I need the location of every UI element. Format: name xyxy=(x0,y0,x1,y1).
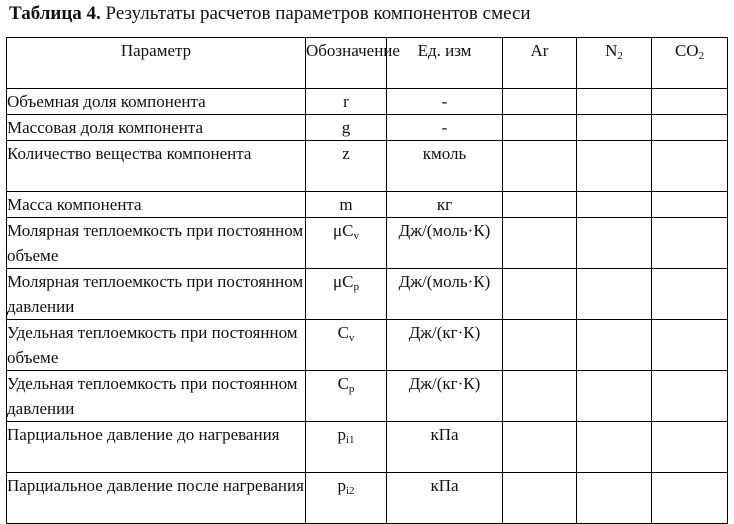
co2-cell xyxy=(652,218,728,269)
ar-cell xyxy=(503,192,577,218)
n2-cell xyxy=(577,141,652,192)
symbol-sub: p xyxy=(348,383,355,395)
caption-text: Результаты расчетов параметров компонентов смеси xyxy=(100,3,531,24)
table-row xyxy=(7,218,728,269)
param-cell: Удельная теплоемкость при постоянном давлении xyxy=(7,371,306,422)
unit-cell: Дж/(кг·К) xyxy=(387,320,503,371)
header-n2 xyxy=(577,38,652,89)
header-unit: Ед. изм xyxy=(387,38,503,89)
table-row xyxy=(7,115,728,141)
co2-cell xyxy=(652,371,728,422)
symbol-base: z xyxy=(342,144,350,163)
symbol-base: C xyxy=(337,323,349,342)
co2-cell xyxy=(652,320,728,371)
results-table xyxy=(6,37,728,524)
caption-label: Таблица 4. xyxy=(9,3,101,24)
co2-cell xyxy=(652,422,728,473)
param-cell: Парциальное давление после нагревания xyxy=(7,473,306,524)
co2-cell xyxy=(652,192,728,218)
symbol-base: p xyxy=(337,425,346,444)
unit-cell: кПа xyxy=(387,422,503,473)
ar-cell xyxy=(503,269,577,320)
n2-cell xyxy=(577,89,652,115)
ar-cell xyxy=(503,141,577,192)
table-row xyxy=(7,141,728,192)
table-row xyxy=(7,269,728,320)
symbol-cell xyxy=(306,422,387,473)
co2-cell xyxy=(652,115,728,141)
ar-cell xyxy=(503,218,577,269)
unit-cell: кг xyxy=(387,192,503,218)
symbol-cell xyxy=(306,192,387,218)
symbol-cell xyxy=(306,218,387,269)
unit-cell: Дж/(моль·К) xyxy=(387,269,503,320)
table-row xyxy=(7,192,728,218)
table-row xyxy=(7,89,728,115)
param-cell: Молярная теплоемкость при постоянном объеме xyxy=(7,218,306,269)
param-cell: Количество вещества компонента xyxy=(7,141,306,192)
unit-cell: кмоль xyxy=(387,141,503,192)
table-row xyxy=(7,371,728,422)
n2-cell xyxy=(577,192,652,218)
param-cell: Удельная теплоемкость при постоянном объеме xyxy=(7,320,306,371)
co2-cell xyxy=(652,89,728,115)
symbol-sub: p xyxy=(353,281,359,293)
symbol-base: g xyxy=(341,118,351,137)
header-co2-base: CO xyxy=(674,41,699,60)
ar-cell xyxy=(503,89,577,115)
n2-cell xyxy=(577,320,652,371)
symbol-sub: v xyxy=(353,230,359,242)
symbol-base: μC xyxy=(333,272,354,291)
header-ar: Ar xyxy=(503,38,577,89)
symbol-base: r xyxy=(343,92,349,111)
unit-cell: Дж/(кг·К) xyxy=(387,371,503,422)
header-parameter: Параметр xyxy=(7,38,306,89)
unit-cell: - xyxy=(387,115,503,141)
co2-cell xyxy=(652,269,728,320)
symbol-base: m xyxy=(339,195,353,214)
header-row xyxy=(7,38,728,89)
symbol-sub: i2 xyxy=(345,485,355,497)
symbol-base: μC xyxy=(333,221,354,240)
param-cell: Парциальное давление до нагревания xyxy=(7,422,306,473)
symbol-cell xyxy=(306,89,387,115)
symbol-sub: i1 xyxy=(345,434,355,446)
symbol-sub: v xyxy=(348,332,355,344)
ar-cell xyxy=(503,422,577,473)
table-row xyxy=(7,320,728,371)
symbol-base: C xyxy=(337,374,349,393)
param-cell: Массовая доля компонента xyxy=(7,115,306,141)
unit-cell: кПа xyxy=(387,473,503,524)
param-cell: Масса компонента xyxy=(7,192,306,218)
co2-cell xyxy=(652,141,728,192)
table-caption xyxy=(9,2,531,26)
symbol-cell xyxy=(306,141,387,192)
symbol-cell xyxy=(306,371,387,422)
ar-cell xyxy=(503,371,577,422)
symbol-cell xyxy=(306,115,387,141)
header-n2-sub: 2 xyxy=(617,50,623,62)
n2-cell xyxy=(577,371,652,422)
n2-cell xyxy=(577,422,652,473)
table-row xyxy=(7,422,728,473)
ar-cell xyxy=(503,115,577,141)
n2-cell xyxy=(577,269,652,320)
unit-cell: Дж/(моль·К) xyxy=(387,218,503,269)
param-cell: Молярная теплоемкость при постоянном давлении xyxy=(7,269,306,320)
header-co2-sub: 2 xyxy=(698,50,705,62)
n2-cell xyxy=(577,115,652,141)
n2-cell xyxy=(577,218,652,269)
symbol-cell xyxy=(306,269,387,320)
ar-cell xyxy=(503,320,577,371)
unit-cell: - xyxy=(387,89,503,115)
header-n2-base: N xyxy=(605,41,618,60)
header-symbol: Обозначение xyxy=(306,38,387,89)
symbol-base: p xyxy=(337,476,346,495)
param-cell: Объемная доля компонента xyxy=(7,89,306,115)
symbol-cell xyxy=(306,320,387,371)
header-co2 xyxy=(652,38,728,89)
